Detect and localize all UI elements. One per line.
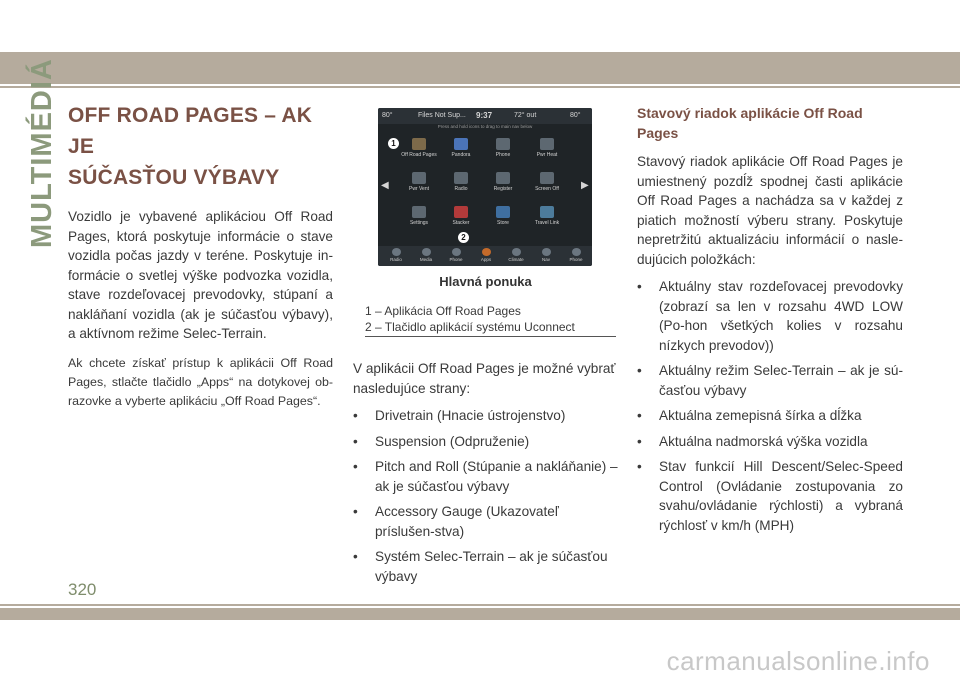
screen-status-bar — [378, 108, 592, 124]
radio-icon — [454, 172, 468, 184]
radio-icon — [392, 248, 401, 256]
title-line-2: SÚČASŤOU VÝBAVY — [68, 166, 280, 189]
status-bar-heading: Stavový riadok aplikácie Off Road Pages — [637, 105, 863, 141]
tile-store: Store — [484, 204, 522, 234]
dock-climate: Climate — [504, 248, 528, 266]
tile-travel-link: Travel Link — [528, 204, 566, 234]
list-item: • Aktuálna zemepisná šírka a dĺžka — [637, 408, 862, 423]
travel-link-icon — [540, 206, 554, 218]
page-number: 320 — [68, 580, 97, 599]
tile-pandora: Pandora — [442, 136, 480, 166]
list-item: • Aktuálna nadmorská výška vozidla — [637, 433, 868, 449]
screen-dock — [378, 246, 592, 266]
left-arrow-icon: ◀ — [381, 180, 389, 191]
store-icon — [496, 206, 510, 218]
phone-icon — [572, 248, 581, 256]
screen-subtitle: Press and hold icons to drag to main nav below — [437, 124, 533, 129]
dock-radio: Radio — [384, 248, 408, 266]
tile-stacker: Stacker — [442, 204, 480, 234]
pandora-icon — [454, 138, 468, 150]
tile-screen-off: Screen Off — [528, 170, 566, 200]
status-bar-paragraph: Stavový riadok aplikácie Off Road Pages je umiestnený pozdĺž spodnej časti aplikácie Off Road Pages a nachádza sa v každej z piatich možností výberu strany. Poskytuje nepretržitú aktualizáciu informácií o nasle-dujúcich položkách: — [637, 154, 903, 267]
pages-list — [353, 406, 618, 586]
footer-band — [0, 608, 960, 620]
access-paragraph: Ak chcete získať prístup k aplikácii Off Road Pages, stlačte tlačidlo „Apps“ na dotykovej ob-razovke a vyberte aplikáciu „Off Road Pages“. — [68, 355, 333, 408]
screen-off-icon — [540, 172, 554, 184]
apps-icon — [482, 248, 491, 256]
header-band — [0, 52, 960, 84]
list-item: • Accessory Gauge (Ukazovateľ príslušen-stva) — [353, 504, 559, 539]
list-item: • Drivetrain (Hnacie ústrojenstvo) — [353, 408, 566, 423]
vent-icon — [412, 172, 426, 184]
status-file: Files Not Sup... — [418, 112, 466, 119]
tile-pwr-vent: Pwr Vent — [400, 170, 438, 200]
legend-item-2: 2 – Tlačidlo aplikácií systému Uconnect — [365, 320, 575, 334]
list-item: • Suspension (Odpruženie) — [353, 433, 530, 449]
settings-icon — [412, 206, 426, 218]
callout-2: 2 — [458, 232, 469, 243]
column-left — [68, 100, 333, 411]
dock-phone: Phone — [444, 248, 468, 266]
nav-icon — [542, 248, 551, 256]
off-road-icon — [412, 138, 426, 150]
dock-phone-2: Phone — [564, 248, 588, 266]
heat-icon — [540, 138, 554, 150]
media-icon — [422, 248, 431, 256]
header-rule — [0, 86, 960, 88]
status-time: 9:37 — [476, 111, 493, 120]
pages-intro: V aplikácii Off Road Pages je možné vybrať nasledujúce strany: — [353, 361, 616, 396]
legend-item-1: 1 – Aplikácia Off Road Pages — [365, 304, 521, 318]
status-right-temp: 80° — [570, 112, 581, 119]
title-line-1: OFF ROAD PAGES – AK JE — [68, 104, 313, 158]
status-items-list — [637, 277, 903, 535]
list-item: • Pitch and Roll (Stúpanie a nakláňanie) – ak je súčasťou výbavy — [353, 459, 618, 494]
list-item: • Aktuálny režim Selec-Terrain – ak je sú-časťou výbavy — [637, 363, 903, 398]
status-left-temp: 80° — [382, 112, 393, 119]
callout-1: 1 — [388, 138, 399, 149]
climate-icon — [512, 248, 521, 256]
tile-radio: Radio — [442, 170, 480, 200]
tile-pwr-heat: Pwr Heat — [528, 136, 566, 166]
dock-apps: Apps — [474, 248, 498, 266]
list-item: • Aktuálny stav rozdeľovacej prevodovky (zobrazí sa len v rozsahu 4WD LOW (Po-hon všetkých kolies v rozsahu nízkych prevodov)) — [637, 279, 903, 353]
register-icon — [496, 172, 510, 184]
list-item: • Systém Selec-Terrain – ak je súčasťou výbavy — [353, 549, 608, 584]
tile-register: Register — [484, 170, 522, 200]
figure-caption: Hlavná ponuka — [439, 274, 532, 289]
status-outside-temp: 72° out — [514, 112, 537, 119]
tile-phone: Phone — [484, 136, 522, 166]
intro-paragraph: Vozidlo je vybavené aplikáciou Off Road Pages, ktorá poskytuje informácie o stave vozidla počas jazdy v teréne. Poskytuje in-formácie o svetlej výške podvozka vozidla, stave rozdeľovacej prevodovky, stúpaní a nakláňaní vozidla (ak je súčasťou výbavy), a aktívnom režime Selec-Terrain. — [68, 209, 333, 341]
footer-rule — [0, 604, 960, 606]
phone-icon — [452, 248, 461, 256]
tile-settings: Settings — [400, 204, 438, 234]
list-item: • Stav funkcií Hill Descent/Selec-Speed Control (Ovládanie zostupovania zo svahu/ovládanie rýchlosti) a vybraná rýchlosť v km/h (MPH) — [637, 459, 903, 533]
watermark: carmanualsonline.info — [666, 646, 930, 676]
right-arrow-icon: ▶ — [581, 180, 589, 191]
stacker-icon — [454, 206, 468, 218]
phone-icon — [496, 138, 510, 150]
section-title — [68, 100, 333, 193]
figure-legend — [365, 303, 616, 337]
tile-off-road-pages: Off Road Pages — [400, 136, 438, 166]
section-label: MULTIMÉDIÁ — [26, 58, 58, 248]
column-right — [637, 103, 903, 541]
column-middle — [353, 108, 618, 592]
dock-nav: Nav — [534, 248, 558, 266]
uconnect-screen-figure — [378, 108, 592, 266]
dock-media: Media — [414, 248, 438, 266]
